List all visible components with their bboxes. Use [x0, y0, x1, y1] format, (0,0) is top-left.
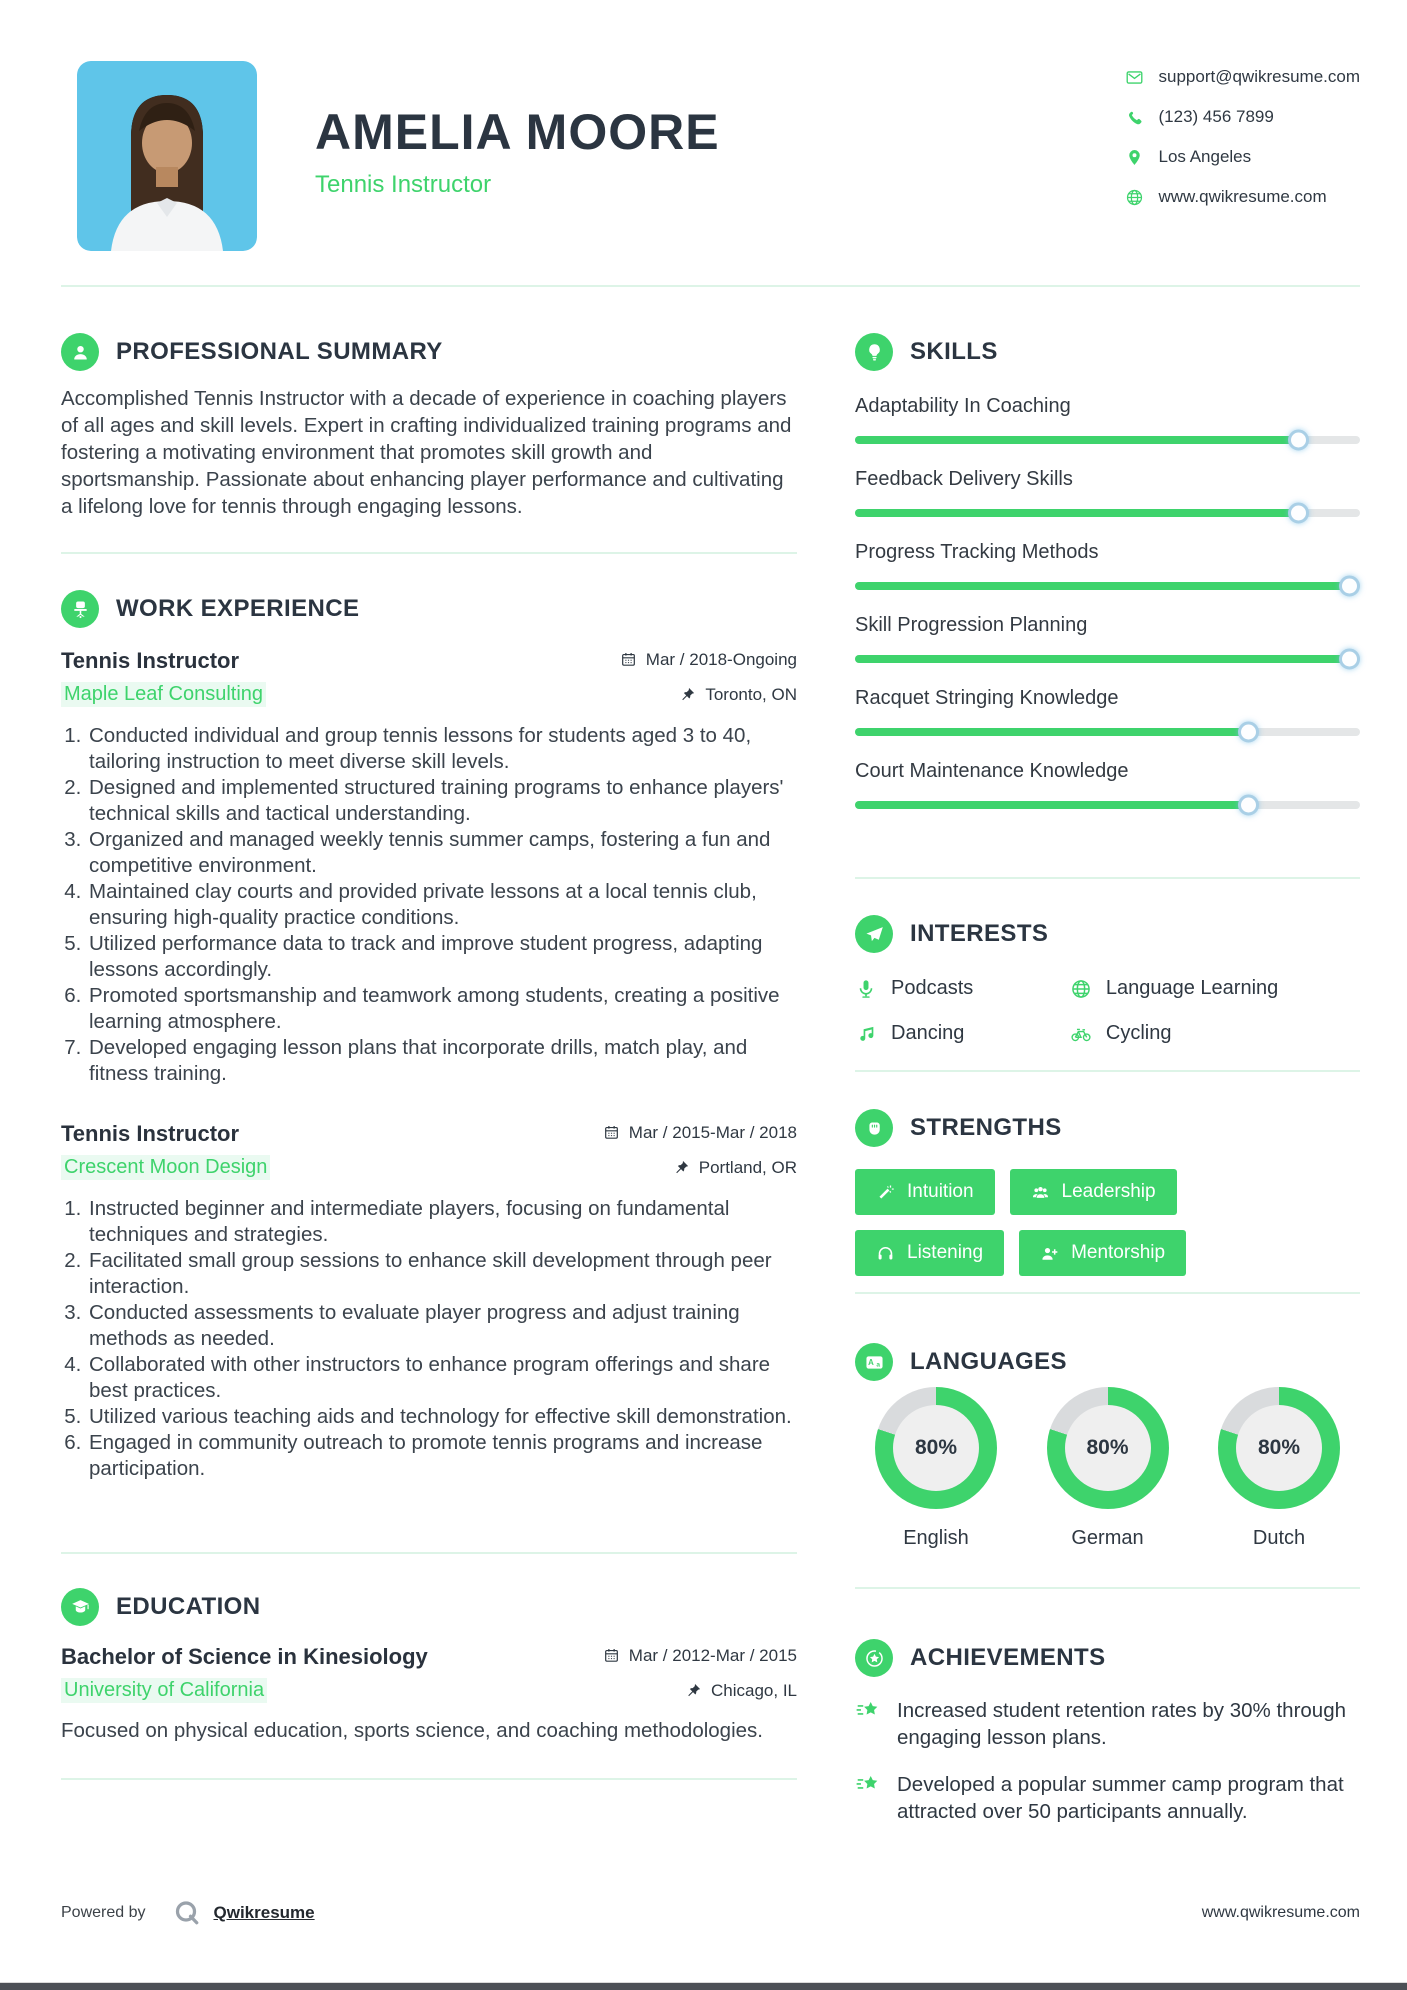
skill-label: Adaptability In Coaching	[855, 395, 1071, 417]
job-company: Maple Leaf Consulting	[61, 682, 266, 707]
language-donut-hole	[893, 1405, 979, 1491]
section-header	[855, 1343, 1360, 1381]
education-location	[685, 1681, 797, 1701]
education-date-text: Mar / 2012-Mar / 2015	[628, 1645, 797, 1665]
interest-item	[1070, 977, 1360, 1000]
interest-item	[855, 1022, 1070, 1045]
content-columns	[0, 287, 1407, 1825]
interest-item	[1070, 1022, 1360, 1045]
job-bullet: 5. Utilized various teaching aids and technology for effective skill demonstration.	[87, 1404, 797, 1430]
interest-label: Dancing	[891, 1022, 965, 1044]
globe-icon	[1070, 978, 1092, 1000]
interest-label: Language Learning	[1105, 977, 1279, 999]
globe-icon	[1125, 188, 1144, 207]
skill-slider	[855, 582, 1360, 590]
language-item	[859, 1387, 1013, 1550]
wand-icon	[876, 1183, 895, 1202]
job-bullet: 6. Promoted sportsmanship and teamwork among students, creating a positive learning atmosphere.	[87, 983, 797, 1035]
job-title-row	[61, 648, 797, 674]
pushpin-icon	[673, 1159, 690, 1176]
skill-item	[855, 468, 1360, 517]
strengths-list	[855, 1169, 1287, 1276]
strength-label: Intuition	[907, 1181, 974, 1202]
job-title-row	[61, 1121, 797, 1147]
section-skills	[855, 333, 1360, 809]
translate-icon	[855, 1343, 893, 1381]
section-header	[855, 1639, 1360, 1677]
language-donut-hole	[1236, 1405, 1322, 1491]
interests-grid	[855, 977, 1360, 1045]
section-title: SKILLS	[910, 338, 998, 365]
section-header	[61, 590, 797, 628]
section-title: LANGUAGES	[910, 1348, 1067, 1375]
section-work-experience	[61, 590, 797, 1482]
profile-photo-illustration	[77, 61, 257, 251]
skill-label: Skill Progression Planning	[855, 614, 1088, 636]
section-divider	[855, 1070, 1360, 1072]
phone-icon	[1125, 108, 1144, 127]
contact-item	[1125, 107, 1361, 127]
qwikresume-link[interactable]: Qwikresume	[213, 1903, 315, 1922]
strength-badge	[1019, 1230, 1186, 1276]
profile-photo	[77, 61, 257, 251]
microphone-icon	[855, 978, 877, 1000]
left-column	[61, 287, 797, 1780]
contact-item	[1125, 187, 1361, 207]
slider-fill	[855, 509, 1299, 517]
identity-block	[315, 103, 720, 199]
headphones-icon	[876, 1244, 895, 1263]
star-circle-icon	[855, 1639, 893, 1677]
language-item	[1031, 1387, 1185, 1550]
achievement-text: Increased student retention rates by 30% through engaging lesson plans.	[897, 1699, 1347, 1749]
resume-header	[0, 0, 1407, 251]
job-entry	[61, 1121, 797, 1482]
person-title: Tennis Instructor	[315, 171, 492, 198]
interest-item	[855, 977, 1070, 1000]
degree-title: Bachelor of Science in Kinesiology	[61, 1644, 428, 1669]
users-icon	[1031, 1183, 1050, 1202]
section-divider	[855, 877, 1360, 879]
strength-badge	[1010, 1169, 1177, 1215]
section-title: INTERESTS	[910, 920, 1049, 947]
section-title: STRENGTHS	[910, 1114, 1062, 1141]
language-donut	[875, 1387, 997, 1509]
slider-knob	[1339, 576, 1360, 597]
section-divider	[61, 1552, 797, 1554]
skill-label: Feedback Delivery Skills	[855, 468, 1073, 490]
job-bullet: 7. Developed engaging lesson plans that incorporate drills, match play, and fitness training.	[87, 1035, 797, 1087]
contact-text: www.qwikresume.com	[1158, 187, 1327, 206]
job-bullet: 6. Engaged in community outreach to promote tennis programs and increase participation.	[87, 1430, 797, 1482]
school-name: University of California	[61, 1678, 267, 1703]
section-languages	[855, 1343, 1360, 1550]
person-plus-icon	[1040, 1244, 1059, 1263]
section-divider	[855, 1587, 1360, 1589]
contact-text: (123) 456 7899	[1158, 107, 1274, 126]
calendar-icon	[603, 1124, 620, 1141]
achievements-list	[855, 1697, 1360, 1825]
section-header	[855, 915, 1360, 953]
language-label: Dutch	[1252, 1527, 1306, 1549]
calendar-icon	[603, 1647, 620, 1664]
qwikresume-logo-icon	[172, 1898, 202, 1928]
job-location-text: Portland, OR	[698, 1157, 797, 1177]
music-note-icon	[855, 1023, 877, 1045]
education-date	[603, 1646, 797, 1666]
summary-text: Accomplished Tennis Instructor with a decade of experience in coaching players of all ages and skill levels. Expert in crafting individualized training programs and fostering a motivating environment that promotes skill growth and sportsmanship. Passionate about enhancing player performance and cultivating a lifelong love for tennis through engaging lessons.	[61, 387, 792, 518]
slider-knob	[1288, 430, 1309, 451]
language-donut-hole	[1065, 1405, 1151, 1491]
languages-row	[855, 1387, 1360, 1550]
skill-slider	[855, 801, 1360, 809]
shooting-star-icon	[855, 1697, 881, 1723]
language-donut	[1047, 1387, 1169, 1509]
slider-knob	[1288, 503, 1309, 524]
section-title: PROFESSIONAL SUMMARY	[116, 338, 443, 365]
section-divider	[61, 1778, 797, 1780]
achievement-text: Developed a popular summer camp program that attracted over 50 participants annually.	[897, 1773, 1344, 1823]
language-label: German	[1071, 1527, 1144, 1549]
achievement-item	[855, 1697, 1360, 1751]
strength-label: Listening	[907, 1242, 984, 1263]
job-bullet: 4. Maintained clay courts and provided private lessons at a local tennis club, ensuring high-quality practice conditions.	[87, 879, 797, 931]
skill-label: Progress Tracking Methods	[855, 541, 1099, 563]
skill-item	[855, 395, 1360, 444]
slider-fill	[855, 801, 1249, 809]
bicycle-icon	[1070, 1023, 1092, 1045]
skill-item	[855, 687, 1360, 736]
paper-plane-icon	[855, 915, 893, 953]
education-title-row	[61, 1644, 797, 1670]
strength-badge	[855, 1230, 1004, 1276]
right-column	[855, 287, 1360, 1825]
lightbulb-icon	[855, 333, 893, 371]
job-date-text: Mar / 2018-Ongoing	[645, 649, 797, 669]
shooting-star-icon	[855, 1771, 881, 1797]
calendar-icon	[620, 651, 637, 668]
job-title: Tennis Instructor	[61, 1121, 240, 1146]
language-label: English	[903, 1527, 969, 1549]
skill-item	[855, 760, 1360, 809]
section-header	[61, 1588, 797, 1626]
section-strengths	[855, 1109, 1360, 1276]
job-date	[620, 650, 797, 670]
job-bullet: 1. Conducted individual and group tennis lessons for students aged 3 to 40, tailoring instruction to meet diverse skill levels.	[87, 723, 797, 775]
job-bullet: 2. Designed and implemented structured training programs to enhance players' technical skills and tactical understanding.	[87, 775, 797, 827]
job-company-row	[61, 682, 797, 707]
contact-text: Los Angeles	[1158, 147, 1252, 166]
contact-item	[1125, 147, 1361, 167]
job-bullet: 2. Facilitated small group sessions to enhance skill development through peer interaction.	[87, 1248, 797, 1300]
strength-label: Mentorship	[1071, 1242, 1166, 1263]
slider-knob	[1339, 649, 1360, 670]
skill-slider	[855, 436, 1360, 444]
footer-website-link[interactable]: www.qwikresume.com	[1201, 1904, 1360, 1921]
job-location-text: Toronto, ON	[705, 684, 797, 704]
email-icon	[1125, 68, 1144, 87]
section-divider	[855, 1292, 1360, 1294]
pushpin-icon	[679, 686, 696, 703]
person-name: AMELIA MOORE	[315, 104, 720, 160]
person-icon	[61, 333, 99, 371]
slider-fill	[855, 728, 1249, 736]
slider-knob	[1238, 795, 1259, 816]
skill-slider	[855, 655, 1360, 663]
job-bullet: 3. Conducted assessments to evaluate player progress and adjust training methods as needed.	[87, 1300, 797, 1352]
job-list	[61, 648, 797, 1482]
job-company-row	[61, 1155, 797, 1180]
graduation-cap-icon	[61, 1588, 99, 1626]
interest-label: Cycling	[1105, 1022, 1172, 1044]
skill-slider	[855, 509, 1360, 517]
education-school-row	[61, 1678, 797, 1703]
language-percent: 80%	[1257, 1436, 1301, 1459]
skill-slider	[855, 728, 1360, 736]
section-interests	[855, 915, 1360, 1045]
section-header	[855, 333, 1360, 371]
job-title: Tennis Instructor	[61, 648, 240, 673]
job-location	[673, 1158, 797, 1178]
skill-label: Court Maintenance Knowledge	[855, 760, 1129, 782]
job-bullet: 1. Instructed beginner and intermediate players, focusing on fundamental techniques and strategies.	[87, 1196, 797, 1248]
education-description: Focused on physical education, sports science, and coaching methodologies.	[61, 1719, 763, 1742]
page-footer	[61, 1898, 1360, 1928]
skill-item	[855, 541, 1360, 590]
section-header	[61, 333, 797, 371]
language-percent: 80%	[1086, 1436, 1129, 1459]
job-bullet: 4. Collaborated with other instructors to enhance program offerings and share best practices.	[87, 1352, 797, 1404]
section-divider	[61, 552, 797, 554]
achievement-item	[855, 1771, 1360, 1825]
skill-label: Racquet Stringing Knowledge	[855, 687, 1119, 709]
job-bullet: 5. Utilized performance data to track and improve student progress, adapting lessons accordingly.	[87, 931, 797, 983]
pushpin-icon	[685, 1682, 702, 1699]
language-percent: 80%	[914, 1436, 958, 1459]
interest-label: Podcasts	[891, 977, 974, 999]
job-entry	[61, 648, 797, 1087]
section-achievements	[855, 1639, 1360, 1825]
section-title: ACHIEVEMENTS	[910, 1644, 1106, 1671]
job-bullets	[61, 1196, 797, 1482]
skill-item	[855, 614, 1360, 663]
slider-fill	[855, 436, 1299, 444]
language-item	[1202, 1387, 1356, 1550]
job-date	[603, 1123, 797, 1143]
job-bullets	[61, 723, 797, 1087]
fist-icon	[855, 1109, 893, 1147]
contact-text: support@qwikresume.com	[1158, 67, 1360, 86]
section-title: EDUCATION	[116, 1593, 261, 1620]
office-chair-icon	[61, 590, 99, 628]
contact-list	[1125, 67, 1361, 207]
skills-list	[855, 395, 1360, 809]
job-location	[679, 685, 797, 705]
section-title: WORK EXPERIENCE	[116, 595, 360, 622]
slider-fill	[855, 582, 1350, 590]
section-professional-summary	[61, 333, 797, 520]
job-bullet: 3. Organized and managed weekly tennis summer camps, fostering a fun and competitive environment.	[87, 827, 797, 879]
page-bottom-edge	[0, 1983, 1407, 1990]
job-date-text: Mar / 2015-Mar / 2018	[628, 1122, 797, 1142]
education-location-text: Chicago, IL	[711, 1680, 797, 1700]
powered-by-label: Powered by	[61, 1904, 146, 1921]
contact-item	[1125, 67, 1361, 87]
section-header	[855, 1109, 1360, 1147]
strength-badge	[855, 1169, 995, 1215]
language-donut	[1218, 1387, 1340, 1509]
section-education	[61, 1588, 797, 1744]
slider-knob	[1238, 722, 1259, 743]
job-company: Crescent Moon Design	[61, 1155, 270, 1180]
slider-fill	[855, 655, 1350, 663]
pin-icon	[1125, 148, 1144, 167]
strength-label: Leadership	[1061, 1181, 1156, 1202]
